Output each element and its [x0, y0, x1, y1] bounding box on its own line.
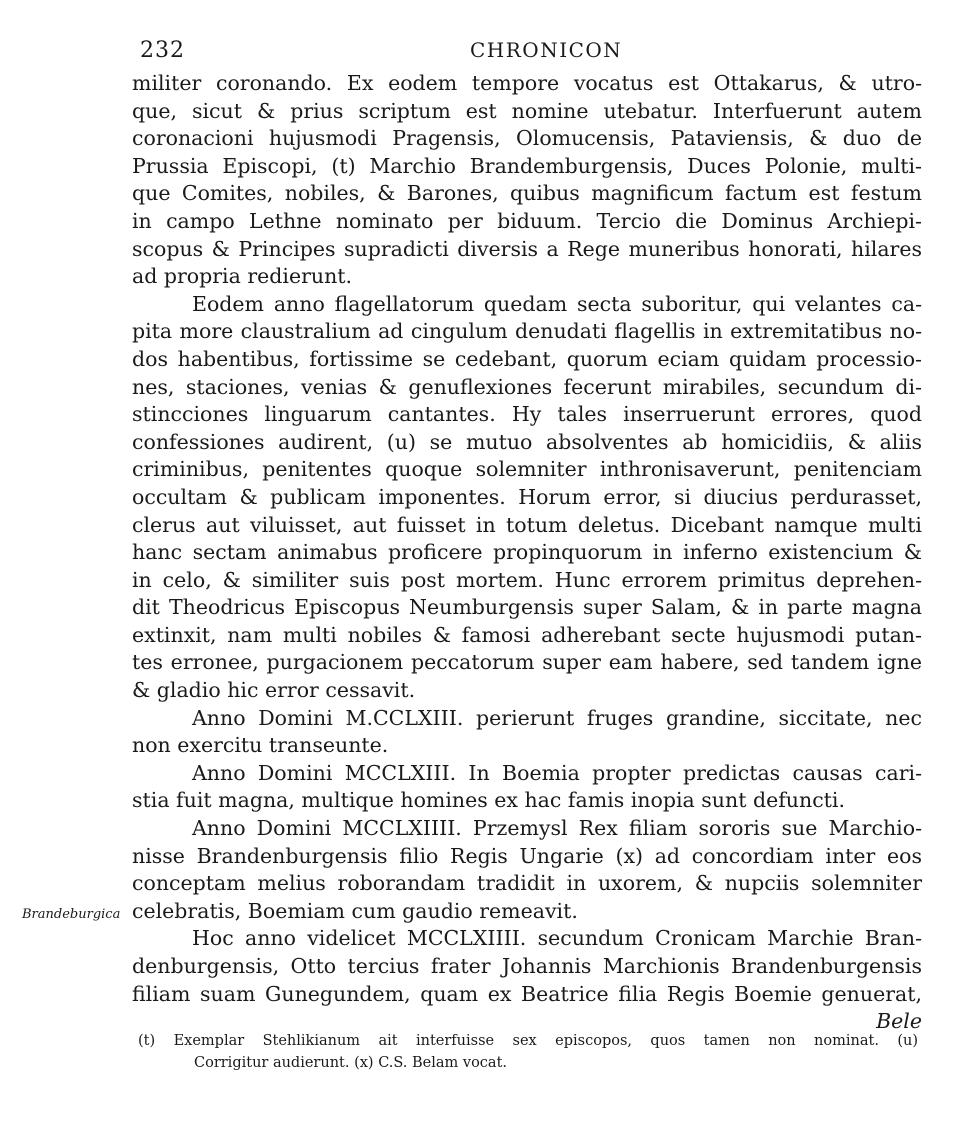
- text-line: stincciones linguarum cantantes. Hy tales inserruerunt errores, quod: [132, 402, 922, 427]
- text-line: que Comites, nobiles, & Barones, quibus magnificum factum est festum: [132, 181, 922, 206]
- text-line: nisse Brandenburgensis filio Regis Ungarie (x) ad concordiam inter eos: [132, 843, 922, 868]
- text-line: filiam suam Gunegundem, quam ex Beatrice filia Regis Boemie genuerat,: [132, 981, 922, 1006]
- text-line: nes, staciones, venias & genuflexiones fecerunt mirabiles, secundum di-: [132, 374, 922, 399]
- text-line: Anno Domini MCCLXIII. In Boemia propter predictas causas cari-: [192, 760, 922, 785]
- text-line: stia fuit magna, multique homines ex hac famis inopia sunt defuncti.: [132, 788, 845, 813]
- text-line: in celo, & similiter suis post mortem. Hunc errorem primitus deprehen-: [132, 567, 922, 592]
- text-line: occultam & publicam imponentes. Horum error, si diucius perdurasset,: [132, 484, 922, 509]
- page-number: 232: [140, 38, 185, 63]
- text-line: Eodem anno flagellatorum quedam secta suboritur, qui velantes ca-: [192, 291, 922, 316]
- page-header: [140, 38, 930, 68]
- text-line: Prussia Episcopi, (t) Marchio Brandemburgensis, Duces Polonie, multi-: [132, 153, 922, 178]
- text-line: in campo Lethne nominato per biduum. Tercio die Dominus Archiepi-: [132, 208, 922, 233]
- text-line: dit Theodricus Episcopus Neumburgensis super Salam, & in parte magna: [132, 595, 922, 620]
- text-line: Anno Domini MCCLXIIII. Przemysl Rex filiam sororis sue Marchio-: [192, 816, 922, 841]
- text-line: dos habentibus, fortissime se cedebant, quorum eciam quidam processio-: [132, 346, 922, 371]
- text-line: hanc sectam animabus proficere propinquorum in inferno existencium &: [132, 540, 922, 565]
- margin-note: Brandeburgica: [22, 907, 121, 922]
- text-line: Anno Domini M.CCLXIII. perierunt fruges grandine, siccitate, nec: [192, 705, 922, 730]
- text-line: pita more claustralium ad cingulum denudati flagellis in extremitatibus no-: [132, 319, 922, 344]
- text-line: scopus & Principes supradicti diversis a Rege muneribus honorati, hilares: [132, 236, 922, 261]
- text-line: conceptam melius roborandam tradidit in uxorem, & nupciis solemniter: [132, 871, 922, 896]
- text-line: ad propria redierunt.: [132, 264, 353, 289]
- text-line: confessiones audirent, (u) se mutuo absolventes ab homicidiis, & aliis: [132, 429, 922, 454]
- body-text: [132, 70, 922, 1036]
- running-title: CHRONICON: [470, 38, 623, 62]
- text-line: que, sicut & prius scriptum est nomine utebatur. Interfuerunt autem: [132, 98, 922, 123]
- text-line: & gladio hic error cessavit.: [132, 678, 416, 703]
- text-line: clerus aut viluisset, aut fuisset in totum deletus. Dicebant namque multi: [132, 512, 922, 537]
- text-line: extinxit, nam multi nobiles & famosi adherebant secte hujusmodi putan-: [132, 622, 922, 647]
- text-line: militer coronando. Ex eodem tempore vocatus est Ottakarus, & utro-: [132, 71, 922, 95]
- catchword: Bele: [876, 1009, 922, 1034]
- text-line: Hoc anno videlicet MCCLXIIII. secundum Cronicam Marchie Bran-: [192, 926, 922, 951]
- text-line: coronacioni hujusmodi Pragensis, Olomucensis, Pataviensis, & duo de: [132, 126, 922, 151]
- footnote-line: (t) Exemplar Stehlikianum ait interfuisse sex episcopos, quos tamen non nominat. (u): [138, 1033, 918, 1049]
- text-line: tes erronee, purgacionem peccatorum super eam habere, sed tandem igne: [132, 650, 922, 675]
- text-line: non exercitu transeunte.: [132, 733, 389, 758]
- text-line: denburgensis, Otto tercius frater Johannis Marchionis Brandenburgensis: [132, 954, 922, 978]
- text-line: celebratis, Boemiam cum gaudio remeavit.: [132, 898, 578, 923]
- footnote-line: Corrigitur audierunt. (x) C.S. Belam vocat.: [194, 1055, 508, 1071]
- text-line: criminibus, penitentes quoque solemniter inthronisaverunt, penitenciam: [132, 457, 922, 482]
- footnotes: [138, 1030, 918, 1074]
